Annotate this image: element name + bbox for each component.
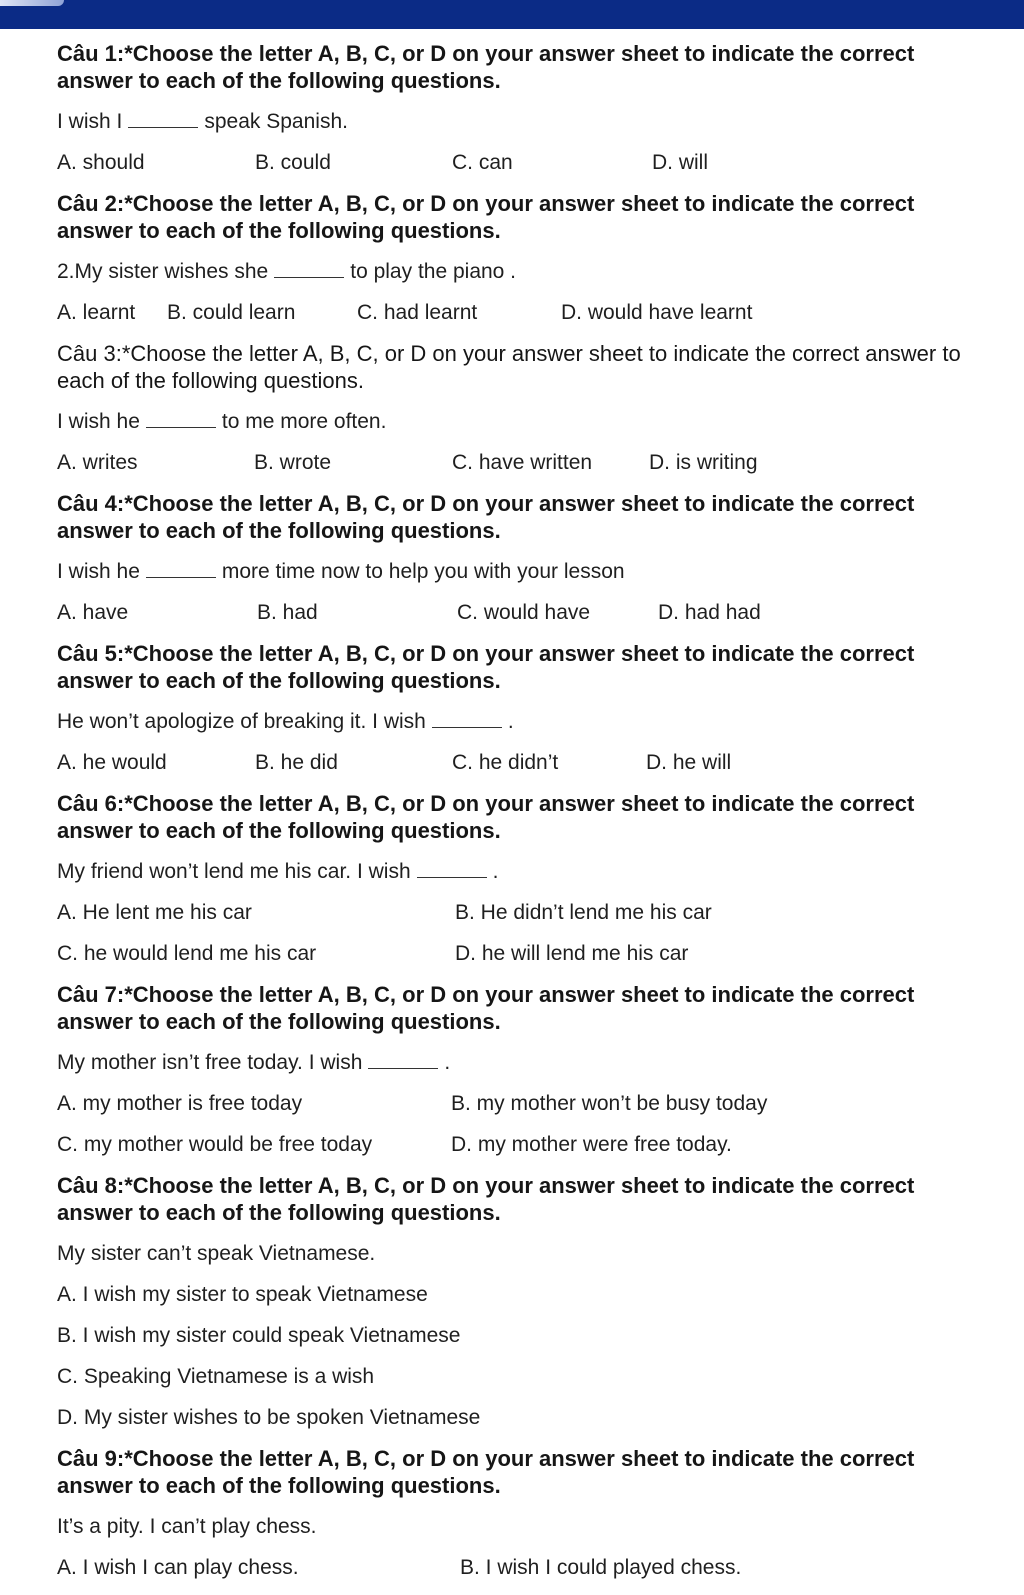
question-stem: 2.My sister wishes she to play the piano . bbox=[57, 260, 517, 283]
option-b[interactable]: B. I wish I could played chess. bbox=[460, 1556, 742, 1579]
option-b[interactable]: B. had bbox=[257, 601, 318, 624]
question-header: Câu 4:*Choose the letter A, B, C, or D on your answer sheet to indicate the correct answer to each of the following questions. bbox=[57, 491, 915, 543]
answer-blank bbox=[128, 109, 198, 128]
answer-blank bbox=[417, 859, 487, 878]
question-3 bbox=[57, 340, 962, 476]
question-header: Câu 5:*Choose the letter A, B, C, or D on your answer sheet to indicate the correct answer to each of the following questions. bbox=[57, 641, 915, 693]
question-header: Câu 7:*Choose the letter A, B, C, or D on your answer sheet to indicate the correct answer to each of the following questions. bbox=[57, 982, 915, 1034]
question-7 bbox=[57, 981, 962, 1158]
top-bar-corner bbox=[0, 0, 64, 6]
question-stem: My mother isn’t free today. I wish . bbox=[57, 1051, 451, 1074]
question-stem: I wish he to me more often. bbox=[57, 410, 387, 433]
option-a[interactable]: A. He lent me his car bbox=[57, 901, 252, 924]
option-d[interactable]: D. My sister wishes to be spoken Vietnamese bbox=[57, 1406, 481, 1429]
option-b[interactable]: B. could bbox=[255, 151, 331, 174]
question-5 bbox=[57, 640, 962, 776]
question-1 bbox=[57, 40, 962, 176]
question-6 bbox=[57, 790, 962, 967]
option-c[interactable]: C. my mother would be free today bbox=[57, 1133, 373, 1156]
question-header: Câu 6:*Choose the letter A, B, C, or D on your answer sheet to indicate the correct answer to each of the following questions. bbox=[57, 791, 915, 843]
question-stem: He won’t apologize of breaking it. I wish . bbox=[57, 710, 514, 733]
question-9 bbox=[57, 1445, 962, 1581]
question-2 bbox=[57, 190, 962, 326]
option-c[interactable]: C. would have bbox=[457, 601, 591, 624]
question-header: Câu 9:*Choose the letter A, B, C, or D on your answer sheet to indicate the correct answer to each of the following questions. bbox=[57, 1446, 915, 1498]
option-d[interactable]: D. he will bbox=[646, 751, 732, 774]
option-c[interactable]: C. have written bbox=[452, 451, 593, 474]
answer-blank bbox=[368, 1050, 438, 1069]
option-a[interactable]: A. he would bbox=[57, 751, 167, 774]
options-row bbox=[57, 1090, 962, 1117]
options-row bbox=[57, 599, 962, 626]
answer-blank bbox=[146, 559, 216, 578]
option-d[interactable]: D. will bbox=[652, 151, 708, 174]
question-8 bbox=[57, 1172, 962, 1431]
option-c[interactable]: C. had learnt bbox=[357, 301, 478, 324]
option-a[interactable]: A. I wish my sister to speak Vietnamese bbox=[57, 1283, 428, 1306]
option-c[interactable]: C. he would lend me his car bbox=[57, 942, 317, 965]
options-row bbox=[57, 449, 962, 476]
option-d[interactable]: D. had had bbox=[658, 601, 761, 624]
option-d[interactable]: D. he will lend me his car bbox=[455, 942, 689, 965]
answer-blank bbox=[146, 409, 216, 428]
option-b[interactable]: B. He didn’t lend me his car bbox=[455, 901, 712, 924]
option-d[interactable]: D. would have learnt bbox=[561, 301, 753, 324]
option-b[interactable]: B. my mother won’t be busy today bbox=[451, 1092, 768, 1115]
question-4 bbox=[57, 490, 962, 626]
option-a[interactable]: A. learnt bbox=[57, 301, 136, 324]
option-a[interactable]: A. should bbox=[57, 151, 145, 174]
question-stem: It’s a pity. I can’t play chess. bbox=[57, 1515, 317, 1538]
question-stem: I wish he more time now to help you with your lesson bbox=[57, 560, 625, 583]
quiz-content bbox=[57, 40, 962, 1595]
options-row bbox=[57, 299, 962, 326]
answer-blank bbox=[432, 709, 502, 728]
question-header: Câu 3:*Choose the letter A, B, C, or D on your answer sheet to indicate the correct answer to each of the following questions. bbox=[57, 341, 961, 393]
option-a[interactable]: A. writes bbox=[57, 451, 138, 474]
option-b[interactable]: B. I wish my sister could speak Vietnamese bbox=[57, 1324, 461, 1347]
question-stem: I wish I speak Spanish. bbox=[57, 110, 348, 133]
option-d[interactable]: D. my mother were free today. bbox=[451, 1133, 732, 1156]
option-d[interactable]: D. is writing bbox=[649, 451, 758, 474]
options-row bbox=[57, 1131, 962, 1158]
options-row bbox=[57, 899, 962, 926]
answer-blank bbox=[274, 259, 344, 278]
option-c[interactable]: C. Speaking Vietnamese is a wish bbox=[57, 1365, 375, 1388]
option-a[interactable]: A. have bbox=[57, 601, 129, 624]
option-b[interactable]: B. could learn bbox=[167, 301, 296, 324]
option-c[interactable]: C. can bbox=[452, 151, 513, 174]
question-header: Câu 2:*Choose the letter A, B, C, or D on your answer sheet to indicate the correct answer to each of the following questions. bbox=[57, 191, 915, 243]
question-stem: My friend won’t lend me his car. I wish . bbox=[57, 860, 499, 883]
option-a[interactable]: A. I wish I can play chess. bbox=[57, 1556, 299, 1579]
options-row bbox=[57, 940, 962, 967]
option-a[interactable]: A. my mother is free today bbox=[57, 1092, 303, 1115]
question-header: Câu 1:*Choose the letter A, B, C, or D on your answer sheet to indicate the correct answer to each of the following questions. bbox=[57, 41, 915, 93]
options-row bbox=[57, 1554, 962, 1581]
top-bar bbox=[0, 0, 1024, 29]
question-header: Câu 8:*Choose the letter A, B, C, or D on your answer sheet to indicate the correct answer to each of the following questions. bbox=[57, 1173, 915, 1225]
option-b[interactable]: B. he did bbox=[255, 751, 338, 774]
option-c[interactable]: C. he didn’t bbox=[452, 751, 559, 774]
option-b[interactable]: B. wrote bbox=[254, 451, 332, 474]
options-row bbox=[57, 149, 962, 176]
question-stem: My sister can’t speak Vietnamese. bbox=[57, 1242, 376, 1265]
options-row bbox=[57, 749, 962, 776]
